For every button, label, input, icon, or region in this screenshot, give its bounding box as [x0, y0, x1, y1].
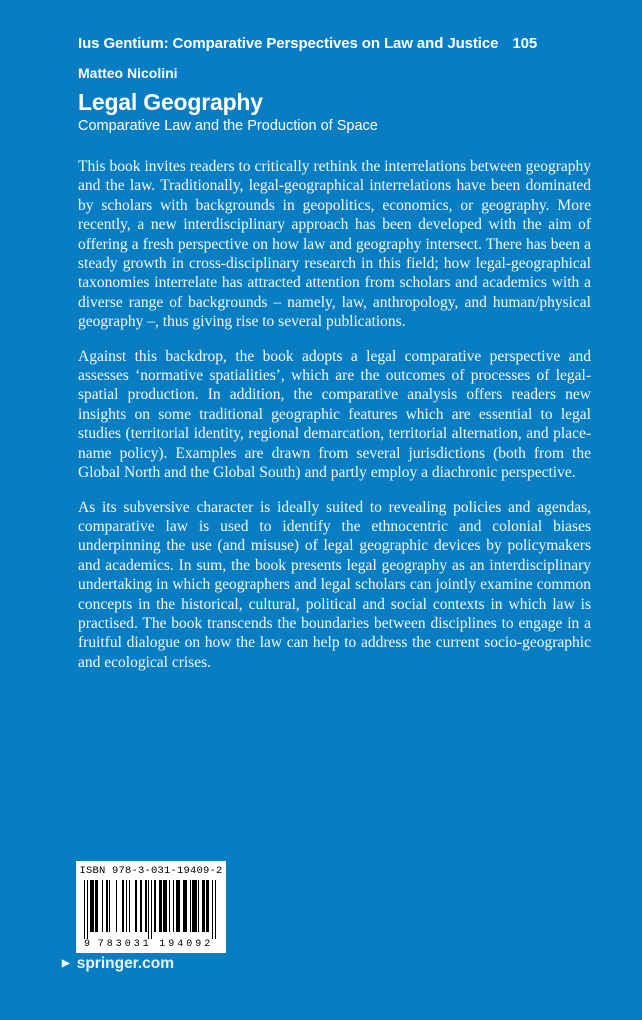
series-title: Ius Gentium: Comparative Perspectives on Law and Justice [78, 35, 499, 52]
barcode-digits [84, 939, 217, 950]
barcode-digits-group1: 783031 [97, 939, 152, 950]
publisher-link [62, 955, 174, 973]
play-arrow-icon: ▶ [62, 958, 70, 969]
book-title: Legal Geography [78, 89, 263, 115]
back-cover-blurb [78, 157, 591, 687]
barcode-digit-lead: 9 [84, 939, 91, 950]
barcode-module [215, 880, 216, 939]
website-label: springer.com [76, 955, 175, 972]
series-volume: 105 [512, 35, 538, 52]
author-name: Matteo Nicolini [78, 65, 178, 81]
blurb-paragraph-2: Against this backdrop, the book adopts a legal comparative perspective and assesses ‘normative spatialities’, which are the outcomes of processes of legal-spatial production. In addition, the comparative analysis offers readers new insights on some traditional geographic features which are essential to legal studies (territorial identity, regional demarcation, territorial alternation, and place-name policy). Examples are drawn from several jurisdictions (both from the Global North and the Global South) and partly employ a diachronic perspective. [78, 347, 591, 482]
barcode-bars [84, 880, 216, 939]
series-line [78, 35, 602, 52]
book-subtitle: Comparative Law and the Production of Space [78, 118, 378, 134]
isbn-number: ISBN 978-3-031-19409-2 [79, 865, 223, 877]
blurb-paragraph-3: As its subversive character is ideally suited to revealing policies and agendas, comparative law is used to identify the ethnocentric and colonial biases underpinning the use (and misuse) of legal geographic devices by policymakers and academics. In sum, the book presents legal geography as an interdisciplinary undertaking in which geographers and legal scholars can jointly examine common concepts in the historical, cultural, political and social contexts in which law is practised. The book transcends the boundaries between disciplines to engage in a fruitful dialogue on how the law can help to address the current socio-geographic and ecological crises. [78, 498, 591, 671]
barcode-digits-group2: 194092 [159, 939, 214, 950]
blurb-paragraph-1: This book invites readers to critically rethink the interrelations between geography and the law. Traditionally, legal-geographical interrelations have been dominated by scholars with backgrounds in geopolitics, economics, or geography. More recently, a new interdisciplinary approach has been developed with the aim of offering a fresh perspective on how law and geography intersect. There has been a steady growth in cross-disciplinary research in this field; how legal-geographical taxonomies interrelate has attracted attention from scholars and academics with a diverse range of backgrounds – namely, law, anthropology, and human/physical geography –, thus giving rise to several publications. [78, 158, 591, 331]
isbn-barcode-panel [76, 861, 226, 953]
series-header [78, 35, 602, 134]
